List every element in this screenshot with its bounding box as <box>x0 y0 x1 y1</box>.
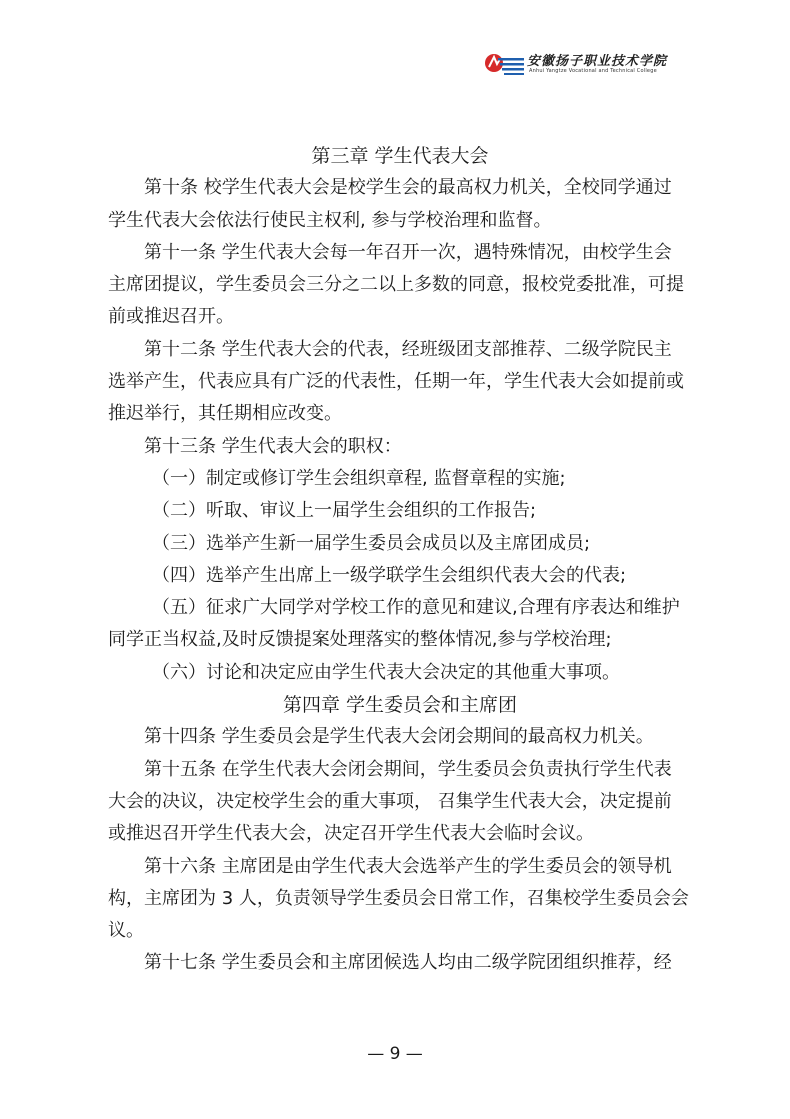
paragraph-line: 学生代表大会依法行使民主权利, 参与学校治理和监督。 <box>108 209 552 231</box>
article-first-line: 第十六条 主席团是由学生代表大会选举产生的学生委员会的领导机 <box>144 855 672 877</box>
article-first-line: 第十二条 学生代表大会的代表，经班级团支部推荐、二级学院民主 <box>144 338 672 360</box>
chapter-heading: 第三章 学生代表大会 <box>311 145 489 167</box>
paragraph-line: 同学正当权益,及时反馈提案处理落实的整体情况,参与学校治理; <box>108 629 612 651</box>
list-item-line: （一）制定或修订学生会组织章程, 监督章程的实施; <box>152 467 566 489</box>
article-first-line: 第十三条 学生代表大会的职权： <box>144 435 402 457</box>
paragraph-line: 构，主席团为 3 人，负责领导学生委员会日常工作，召集校学生委员会会 <box>108 887 689 909</box>
paragraph-line: 推迟举行，其任期相应改变。 <box>108 403 342 425</box>
article-first-line: 第十七条 学生委员会和主席团候选人均由二级学院团组织推荐，经 <box>144 952 672 974</box>
chapter-heading: 第四章 学生委员会和主席团 <box>282 694 518 717</box>
page-header <box>483 48 713 80</box>
list-item-line: （二）听取、审议上一届学生会组织的工作报告; <box>152 500 537 522</box>
article-first-line: 第十四条 学生委员会是学生代表大会闭会期间的最高权力机关。 <box>144 726 654 748</box>
paragraph-line: 议。 <box>108 920 144 942</box>
page-number: — 9 — <box>367 1044 423 1064</box>
paragraph-line: 前或推迟召开。 <box>108 306 234 328</box>
article-first-line: 第十条 校学生代表大会是校学生会的最高权力机关，全校同学通过 <box>144 177 672 199</box>
list-item-line: （六）讨论和决定应由学生代表大会决定的其他重大事项。 <box>152 661 620 683</box>
college-name-en: Anhui Yangtze Vocational and Technical College <box>529 68 657 74</box>
college-name-cn: 安徽扬子职业技术学院 <box>527 54 668 69</box>
article-first-line: 第十五条 在学生代表大会闭会期间，学生委员会负责执行学生代表 <box>144 758 672 780</box>
article-first-line: 第十一条 学生代表大会每一年召开一次，遇特殊情况，由校学生会 <box>144 241 672 263</box>
list-item-line: （三）选举产生新一届学生委员会成员以及主席团成员; <box>152 532 591 554</box>
document-body <box>108 140 692 980</box>
paragraph-line: 主席团提议，学生委员会三分之二以上多数的同意，报校党委批准，可提 <box>108 274 684 296</box>
list-item-line: （四）选举产生出席上一级学联学生会组织代表大会的代表; <box>152 564 627 586</box>
list-item-line: （五）征求广大同学对学校工作的意见和建议,合理有序表达和维护 <box>152 597 680 619</box>
paragraph-line: 大会的决议，决定校学生会的重大事项， 召集学生代表大会，决定提前 <box>108 790 672 812</box>
paragraph-line: 选举产生，代表应具有广泛的代表性，任期一年，学生代表大会如提前或 <box>108 371 684 393</box>
paragraph-line: 或推迟召开学生代表大会，决定召开学生代表大会临时会议。 <box>108 823 594 845</box>
college-logo-icon <box>483 50 525 78</box>
